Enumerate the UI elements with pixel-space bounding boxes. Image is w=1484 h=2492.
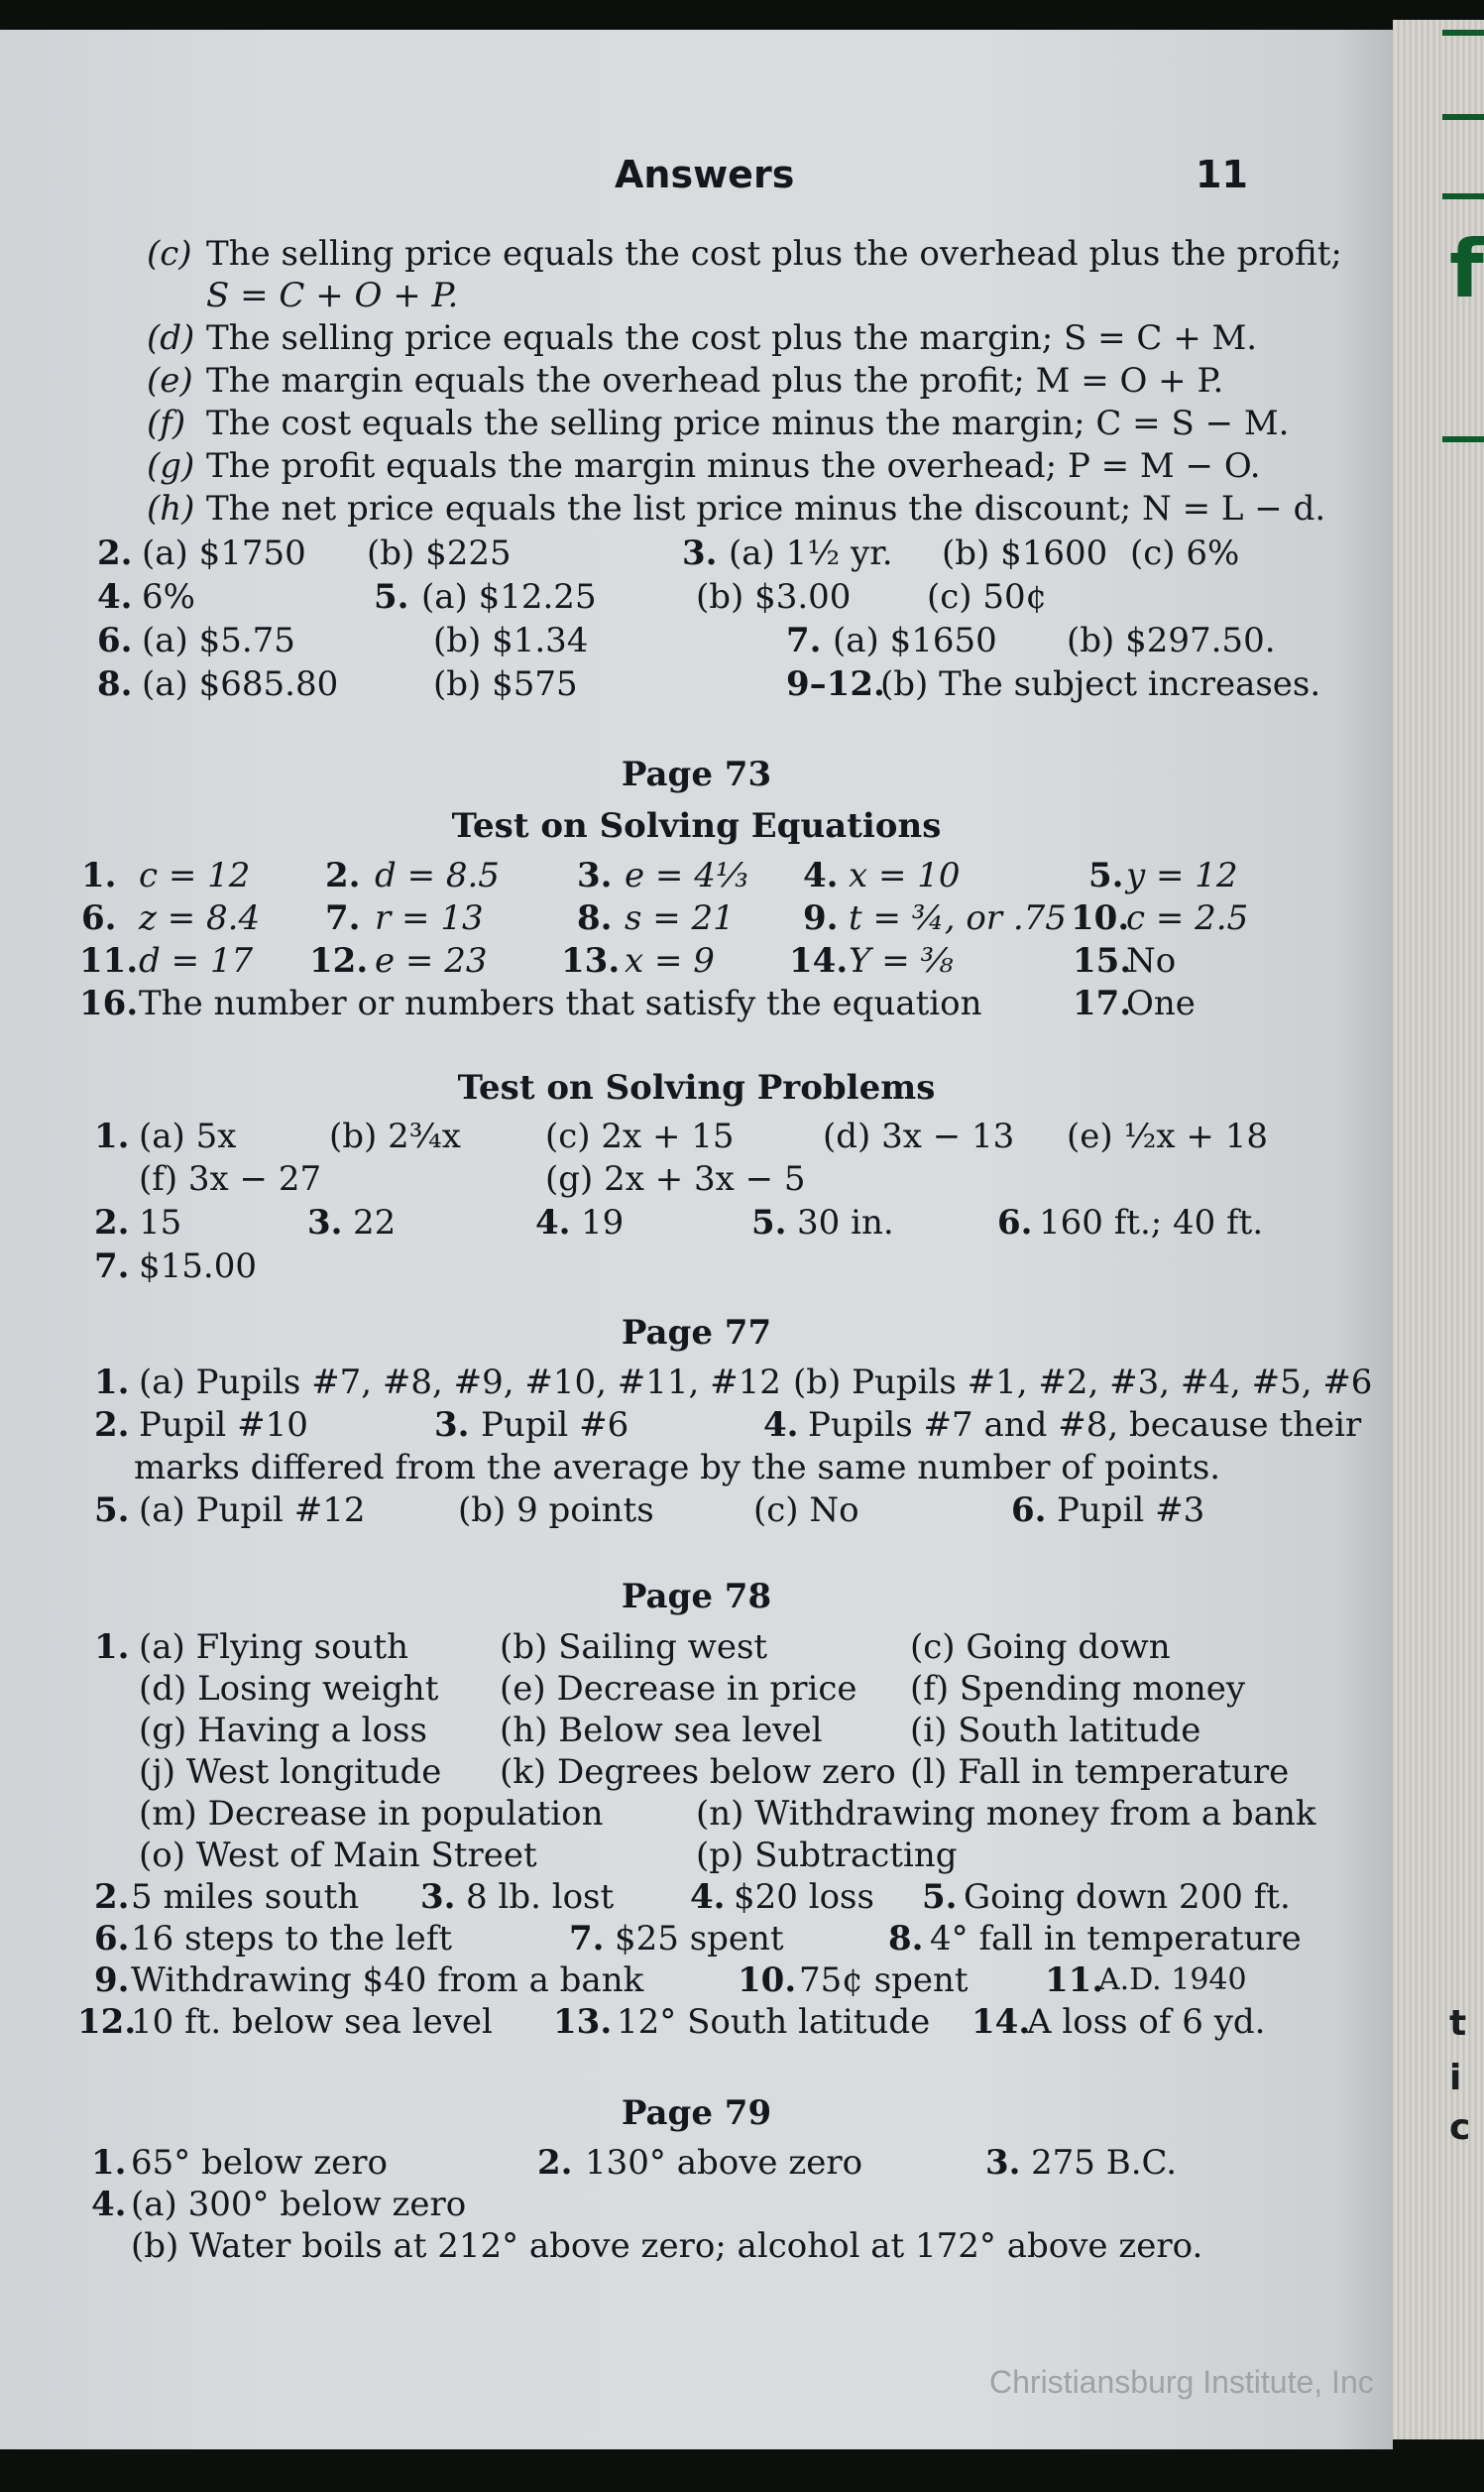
side-page-glyph: c <box>1449 2107 1471 2148</box>
section-heading-page-79: Page 79 <box>621 2093 772 2133</box>
cover-edge-mark <box>1442 436 1484 442</box>
test-heading-equations: Test on Solving Equations <box>451 806 942 846</box>
section-heading-page-73: Page 73 <box>621 755 772 794</box>
watermark-text: Christiansburg Institute, Inc <box>989 2364 1374 2400</box>
book-page: Answers 11 (c) The selling price equals the cost plus the overhead plus the profit; S = C + O + P. (d) The selling price equals the cost plus the margin; S = C + M. (e) The margin equals the overhead plus the profit; M = O + P. (f) The cost equals the selling price minus the margin; C = S − M. (g) The profit equals the margin minus the overhead; P = M − O. (h) The net price equals the list price minus the discount; N = L − d. 2. (a) $1750 (b) $225 3. (a) 1½ yr. (b) $1600 (c) 6% 4. 6% 5. (a) $12.25 (b) $3.00 (c) 50¢ 6. (a) $5.75 (b) $1.34 7. (a) $1650 (b) $297.50. 8. (a) $685.80 (b) $575 9–12. (b) The subject increases. Page 73 Test on Solving Equations 1. c = 12 2. d = 8.5 3. e = 4⅓ 4. x = 10 5. y = 12 6. z = 8.4 7. r = 13 8. s = 21 9. t = ¾, or .75 10. c = 2.5 11. d = 17 12. e = 23 13. x = 9 14. Y = ⅜ 15. No 16. The number or numbers that satisfy the equation 17. One Test on Solving Problems 1. (a) 5x (b) 2¾x (c) 2x + 15 (d) 3x − 13 (e) ½x + 18 (f) 3x − 27 (g) 2x + 3x − 5 2. 15 3. 22 4. 19 5. 30 in. 6. 160 ft.; 40 ft. 7. $15.00 Page 77 1. (a) Pupils #7, #8, #9, #10, #11, #12 (b) Pupils #1, #2, #3, #4, #5, #6 2. Pupil #10 3. Pupil #6 4. Pupils #7 and #8, because their marks differed from the average by the same number of points. 5. (a) Pupil #12 (b) 9 points (c) No 6. Pupil #3 Page 78 1. (a) Flying south (b) Sailing west (c) Going down (d) Losing weight (e) Decrease in price (f) Spending money (g) Having a loss (h) Below sea level (i) South latitude (j) West longitude (k) Degrees below zero (l) Fall in temperature (m) Decrease in population (n) Withdrawing money from a bank (o) West of Main Street (p) Subtracting 2. 5 miles south 3. 8 lb. lost 4. $20 loss 5. Going down 200 ft. 6. 16 steps to the left 7. $25 spent 8. 4° fall in temperature 9. Withdrawing $40 from a bank 10. 75¢ spent 11. A.D. 1940 12. 10 ft. below sea level 13. 12° South latitude 14. A loss of 6 yd. Page 79 1. 65° below zero 2. 130° above zero 3. 275 B.C. 4. (a) 300° below zero (b) Water boils at 212° above zero; alcohol at 172° above zero. <box>0 30 1393 2449</box>
section-heading-page-77: Page 77 <box>621 1313 772 1353</box>
section-heading-page-78: Page 78 <box>621 1577 772 1616</box>
side-page-glyph: t <box>1449 2003 1467 2044</box>
side-page-glyph: f <box>1449 223 1484 315</box>
side-page-glyph: i <box>1449 2058 1462 2098</box>
cover-edge-mark <box>1442 114 1484 120</box>
test-heading-problems: Test on Solving Problems <box>457 1068 936 1108</box>
page-number: 11 <box>1196 153 1248 196</box>
book-page-edges <box>1393 20 1484 2439</box>
cover-edge-mark <box>1442 193 1484 199</box>
header-title: Answers <box>615 153 795 196</box>
cover-edge-mark <box>1442 30 1484 36</box>
